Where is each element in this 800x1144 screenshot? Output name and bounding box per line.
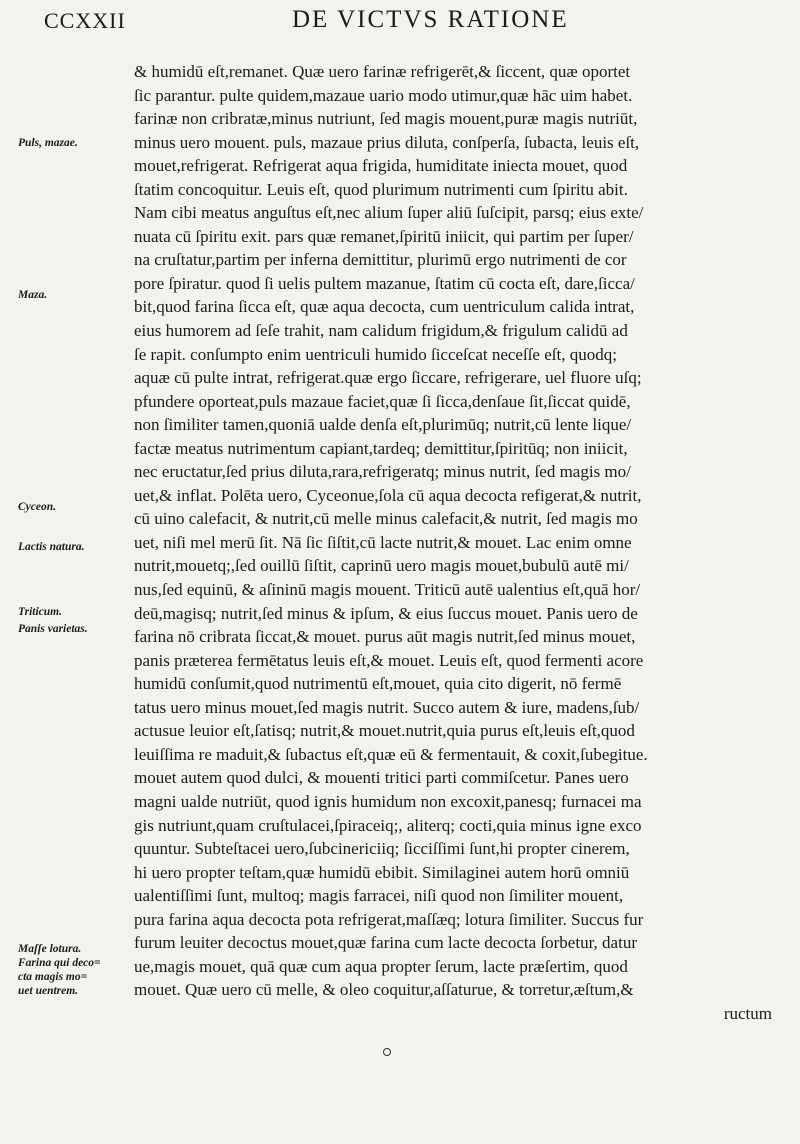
margin-note-masse-line: cta magis mo= xyxy=(18,971,88,983)
text-line: nuata cū ſpiritu exit. pars quæ remanet,ſpiritū iniicit, qui partim per ſuper/ xyxy=(134,226,634,246)
margin-note-lactis: Lactis natura. xyxy=(18,541,85,553)
text-line: ſic parantur. pulte quidem,mazaue uario modo utimur,quæ hāc uim habet. xyxy=(134,85,633,105)
text-line: quuntur. Subteſtacei uero,ſubcinericiiq; ſicciſſimi ſunt,hi propter cinerem, xyxy=(134,839,630,859)
text-line: eius humorem ad ſeſe trahit, nam calidum frigidum,& frigulum calidū ad xyxy=(134,321,628,341)
text-line: uet, niſi mel merū ſit. Nā ſic ſiſtit,cū lacte nutrit,& mouet. Lac enim omne xyxy=(134,532,632,552)
text-line: tatus uero minus mouet,ſed magis nutrit. Succo autem & iure, madens,ſub/ xyxy=(134,697,640,717)
text-line: ſe rapit. conſumpto enim uentriculi humido ſicceſcat neceſſe eſt, quodq; xyxy=(134,344,617,364)
running-title: DE VICTVS RATIONE xyxy=(292,6,569,33)
text-line: ſtatim concoquitur. Leuis eſt, quod plurimum nutrimenti cum ſpiritu abit. xyxy=(134,179,628,199)
text-line: ructum xyxy=(723,1003,772,1023)
margin-note-maza: Maza. xyxy=(18,289,48,301)
text-line: nus,ſed equinū, & aſininū magis mouent. Triticū autē ualentius eſt,quā hor/ xyxy=(134,580,641,600)
margin-note-panis: Panis varietas. xyxy=(18,623,88,635)
main-text-block xyxy=(134,60,784,1025)
text-line: panis præterea fermētatus leuis eſt,& mouet. Leuis eſt, quod fermenti acore xyxy=(134,650,644,670)
text-line: humidū conſumit,quod nutrimentū eſt,mouet, quia cito digerit, nō fermē xyxy=(134,674,622,694)
text-line: mouet. Quæ uero cū melle, & oleo coquitur,aſſaturue, & torretur,æſtum,& xyxy=(134,980,634,1000)
text-line: leuiſſima re maduit,& ſubactus eſt,quæ eū & fermentauit, & coxit,ſubegitue. xyxy=(134,744,648,764)
text-line: actusue leuior eſt,ſatisq; nutrit,& mouet.nutrit,quia purus eſt,leuis eſt,quod xyxy=(134,721,635,741)
margin-note-masse-line: Farina qui deco= xyxy=(18,957,101,969)
text-line: na cruſtatur,partim per inferna demittitur, plurimū ergo nutrimenti de cor xyxy=(134,250,627,270)
text-line: mouet autem quod dulci, & mouenti tritici parti commiſcetur. Panes uero xyxy=(134,768,629,788)
margin-note-puls: Puls, mazae. xyxy=(18,137,78,149)
text-line: non ſimiliter tamen,quoniā ualde denſa eſt,plurimūq; nutrit,cū lente lique/ xyxy=(134,415,632,435)
margin-note-triticum: Triticum. xyxy=(18,606,62,618)
text-line: farina nō cribrata ſiccat,& mouet. purus aūt magis nutrit,ſed minus mouet, xyxy=(134,627,636,647)
margin-note-masse xyxy=(18,942,101,998)
text-line: gis nutriunt,quam cruſtulacei,ſpiraceiq;, aliterq; cocti,quia minus igne exco xyxy=(134,815,642,835)
text-line: nutrit,mouetq;,ſed ouillū ſiſtit, caprinū uero magis mouet,bubulū autē mi/ xyxy=(134,556,629,576)
margin-note-masse-line: Maſſe lotura. xyxy=(18,943,82,955)
text-line: pfundere oporteat,puls mazaue faciet,quæ ſi ſicca,denſaue ſit,ſiccat quidē, xyxy=(134,391,631,411)
text-line: pura farina aqua decocta pota refrigerat,maſſæq; lotura ſimiliter. Succus fur xyxy=(134,909,644,929)
text-line: furum leuiter decoctus mouet,quæ farina cum lacte decocta ſorbetur, datur xyxy=(134,933,637,953)
text-line: nec eructatur,ſed prius diluta,rara,refrigeratq; minus nutrit, ſed magis mo/ xyxy=(134,462,631,482)
margin-note-masse-line: uet uentrem. xyxy=(18,985,79,997)
text-line: aquæ cū pulte intrat, refrigerat.quæ ergo ſiccare, refrigerare, uel fluore uſq; xyxy=(134,368,642,388)
text-line: ualentiſſimi ſunt, multoq; magis farracei, niſi quod non ſimiliter mouent, xyxy=(134,886,624,906)
text-line: factæ meatus nutrimentum capiant,tardeq; demittitur,ſpiritūq; non iniicit, xyxy=(134,438,628,458)
text-line: & humidū eſt,remanet. Quæ uero farinæ refrigerēt,& ſiccent, quæ oportet xyxy=(134,62,631,81)
text-line: pore ſpiratur. quod ſi uelis pultem mazanue, ſtatim cū cocta eſt, dare,ſicca/ xyxy=(134,273,635,293)
margin-note-cyceon: Cyceon. xyxy=(18,501,57,513)
text-line: cū uino calefacit, & nutrit,cū melle minus calefacit,& nutrit, ſed magis mo xyxy=(134,509,638,529)
text-line: mouet,refrigerat. Refrigerat aqua frigida, humiditate iniecta mouet, quod xyxy=(134,156,628,176)
text-line: uet,& inflat. Polēta uero, Cyceonue,ſola cū aqua decocta refigerat,& nutrit, xyxy=(134,485,642,505)
text-line: hi uero propter teſtam,quæ humidū ebibit. Similaginei autem horū omniū xyxy=(134,862,630,882)
printer-mark xyxy=(383,1048,391,1056)
text-line: Nam cibi meatus anguſtus eſt,nec alium ſuper aliū ſuſcipit, parsq; eius exte/ xyxy=(134,203,644,223)
text-line: bit,quod farina ſicca eſt, quæ aqua decocta, cum uentriculum calida intrat, xyxy=(134,297,635,317)
text-line: ue,magis mouet, quā quæ cum aqua propter ſerum, lacte præſertim, quod xyxy=(134,956,628,976)
text-line: minus uero mouent. puls, mazaue prius diluta, conſperſa, ſubacta, leuis eſt, xyxy=(134,132,640,152)
folio-number: CCXXII xyxy=(44,8,126,33)
text-line: deū,magisq; nutrit,ſed minus & ipſum, & eius ſuccus mouet. Panis uero de xyxy=(134,603,638,623)
text-line: magni ualde nutriūt, quod ignis humidum non excoxit,panesq; furnacei ma xyxy=(134,791,642,811)
text-line: farinæ non cribratæ,minus nutriunt, ſed magis mouent,puræ magis nutriūt, xyxy=(134,109,638,129)
